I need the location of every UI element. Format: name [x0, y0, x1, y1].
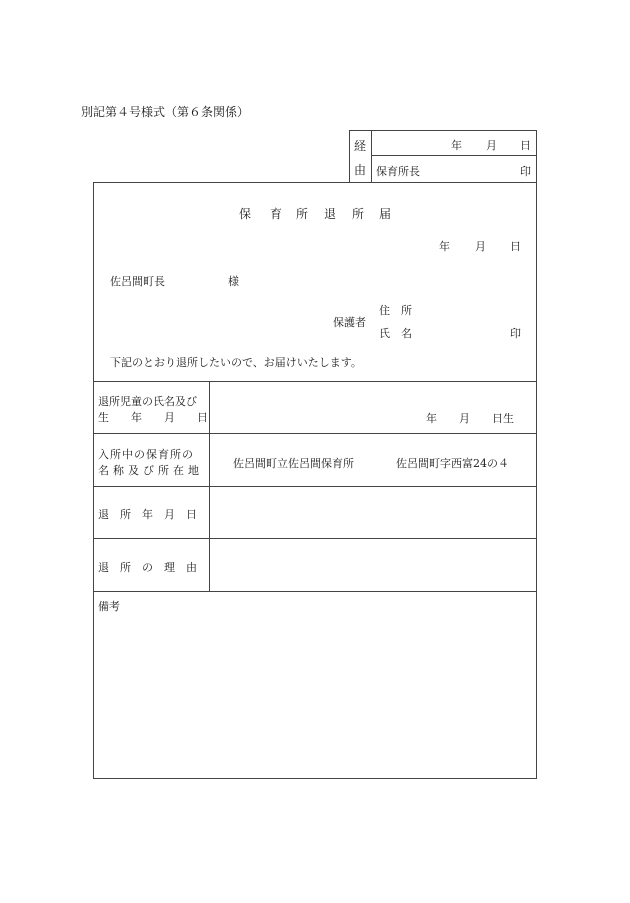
addressee-honorific: 様 — [228, 275, 239, 288]
title-char-2: 育 — [270, 207, 283, 221]
routing-date-month: 月 — [486, 139, 497, 152]
remarks-label: 備考 — [98, 600, 120, 613]
child-label-line2: 生 年 月 日 — [98, 411, 208, 424]
routing-date-day: 日 — [520, 139, 531, 152]
routing-label-top: 経 — [354, 139, 367, 153]
child-birth-value: 年 月 日生 — [426, 412, 514, 425]
address-label: 住 所 — [379, 304, 412, 317]
routing-director: 保育所長 — [376, 165, 420, 178]
facility-label-line1: 入所中の保育所の — [98, 448, 194, 461]
withdraw-date-label: 退 所 年 月 日 — [98, 508, 197, 521]
routing-date-year: 年 — [451, 139, 462, 152]
routing-seal: 印 — [520, 165, 531, 178]
routing-label-bottom: 由 — [354, 163, 367, 177]
name-label: 氏 名 — [379, 327, 412, 340]
title-char-4: 退 — [324, 207, 337, 221]
addressee: 佐呂間町長 — [110, 275, 165, 288]
form-number-label: 別記第４号様式（第６条関係） — [81, 105, 250, 119]
withdraw-reason-label: 退 所 の 理 由 — [98, 561, 197, 574]
guardian-seal: 印 — [510, 327, 521, 340]
facility-address: 佐呂間町字西富24の４ — [396, 457, 509, 470]
submission-date-year: 年 — [439, 240, 450, 253]
child-label-line1: 退所児童の氏名及び — [98, 395, 197, 408]
title-char-6: 届 — [379, 207, 392, 221]
title-char-5: 所 — [352, 207, 365, 221]
statement: 下記のとおり退所したいので、お届けいたします。 — [110, 356, 362, 369]
title-char-3: 所 — [296, 207, 309, 221]
facility-label-line2: 名称及び所在地 — [98, 464, 203, 477]
facility-name: 佐呂間町立佐呂間保育所 — [233, 457, 354, 470]
submission-date-day: 日 — [510, 240, 521, 253]
submission-date-month: 月 — [475, 240, 486, 253]
title-char-1: 保 — [239, 207, 252, 221]
guardian-label: 保護者 — [333, 316, 366, 329]
